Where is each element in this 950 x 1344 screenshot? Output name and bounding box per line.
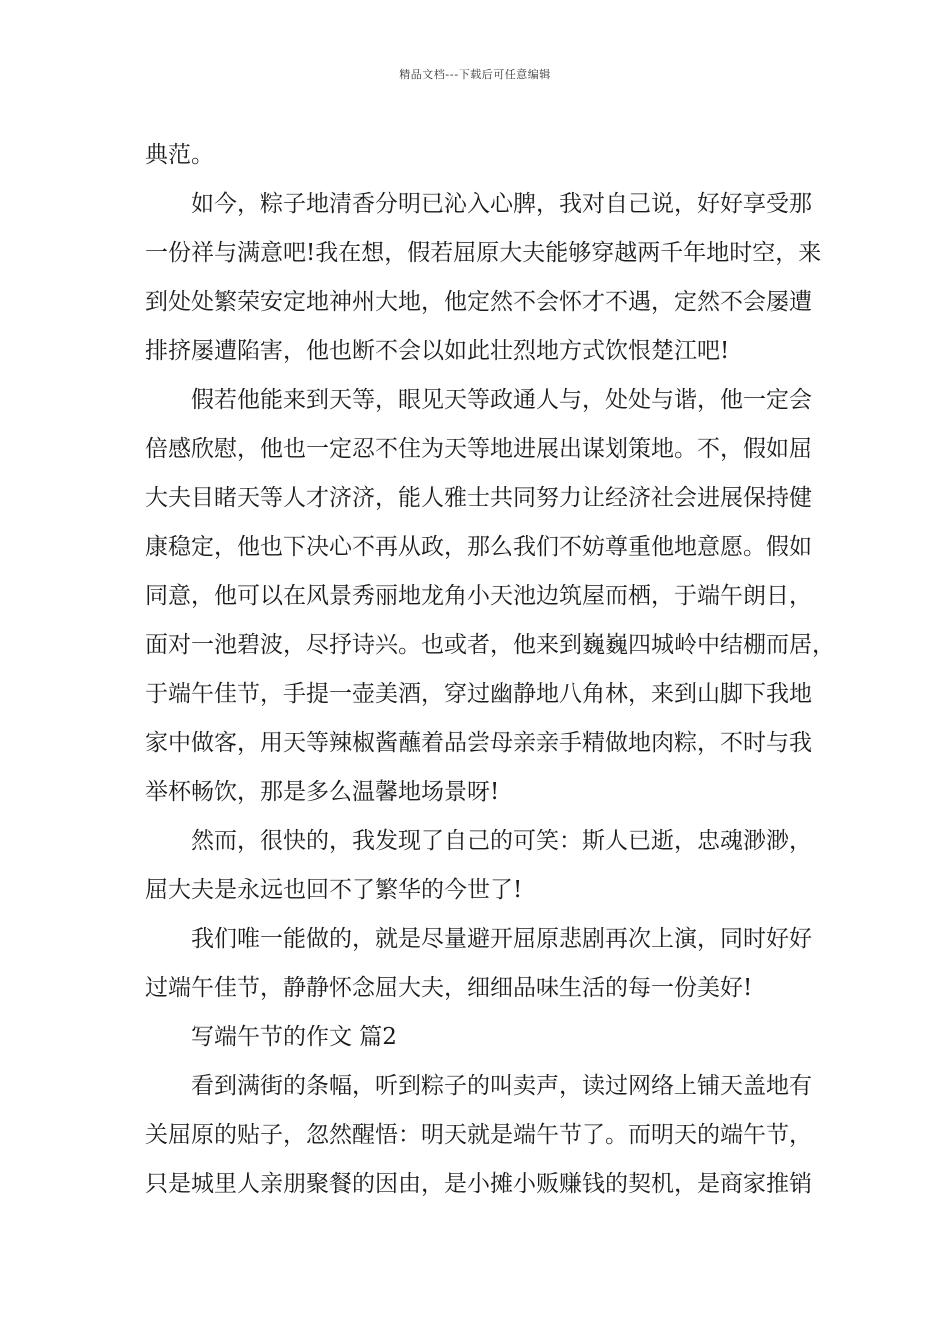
text-line: 举杯畅饮，那是多么温馨地场景呀! (145, 779, 500, 805)
text-line: 假若他能来到天等，眼见天等政通人与，处处与谐，他一定会 (191, 387, 812, 413)
text-line: 如今，粽子地清香分明已沁入心脾，我对自己说，好好享受那 (191, 191, 812, 217)
text-line: 康稳定，他也下决心不再从政，那么我们不妨尊重他地意愿。假如 (145, 534, 812, 560)
text-line: 大夫目睹天等人才济济，能人雅士共同努力让经济社会进展保持健 (145, 485, 812, 511)
text-line: 看到满街的条幅，听到粽子的叫卖声，读过网络上铺天盖地有 (191, 1073, 812, 1099)
text-line: 只是城里人亲朋聚餐的因由，是小摊小贩赚钱的契机，是商家推销 (145, 1171, 812, 1197)
text-line: 我们唯一能做的，就是尽量避开屈原悲剧再次上演，同时好好 (191, 926, 812, 952)
text-line: 然而，很快的，我发现了自己的可笑：斯人已逝，忠魂渺渺， (191, 828, 812, 854)
text-line: 一份祥与满意吧!我在想，假若屈原大夫能够穿越两千年地时空，来 (145, 240, 822, 266)
text-line: 典范。 (145, 142, 214, 168)
text-line: 家中做客，用天等辣椒酱蘸着品尝母亲亲手精做地肉粽，不时与我 (145, 730, 812, 756)
text-line: 屈大夫是永远也回不了繁华的今世了! (145, 877, 523, 903)
page-header: 精品文档---下载后可任意编辑 (399, 68, 551, 81)
text-line: 关屈原的贴子，忽然醒悟：明天就是端午节了。而明天的端午节， (145, 1122, 812, 1148)
article-body (145, 131, 835, 1209)
text-line: 过端午佳节，静静怀念屈大夫，细细品味生活的每一份美好! (145, 975, 753, 1001)
text-line: 倍感欣慰，他也一定忍不住为天等地进展出谋划策地。不，假如屈 (145, 436, 812, 462)
text-line: 于端午佳节，手提一壶美酒，穿过幽静地八角林，来到山脚下我地 (145, 681, 812, 707)
text-line: 面对一池碧波，尽抒诗兴。也或者，他来到巍巍四城岭中结棚而居， (145, 632, 835, 658)
text-line: 同意，他可以在风景秀丽地龙角小天池边筑屋而栖，于端午朗日， (145, 583, 812, 609)
text-line: 写端午节的作文 篇2 (191, 1024, 397, 1050)
text-line: 到处处繁荣安定地神州大地，他定然不会怀才不遇，定然不会屡遭 (145, 289, 812, 315)
text-line: 排挤屡遭陷害，他也断不会以如此壮烈地方式饮恨楚江吧! (145, 338, 730, 364)
